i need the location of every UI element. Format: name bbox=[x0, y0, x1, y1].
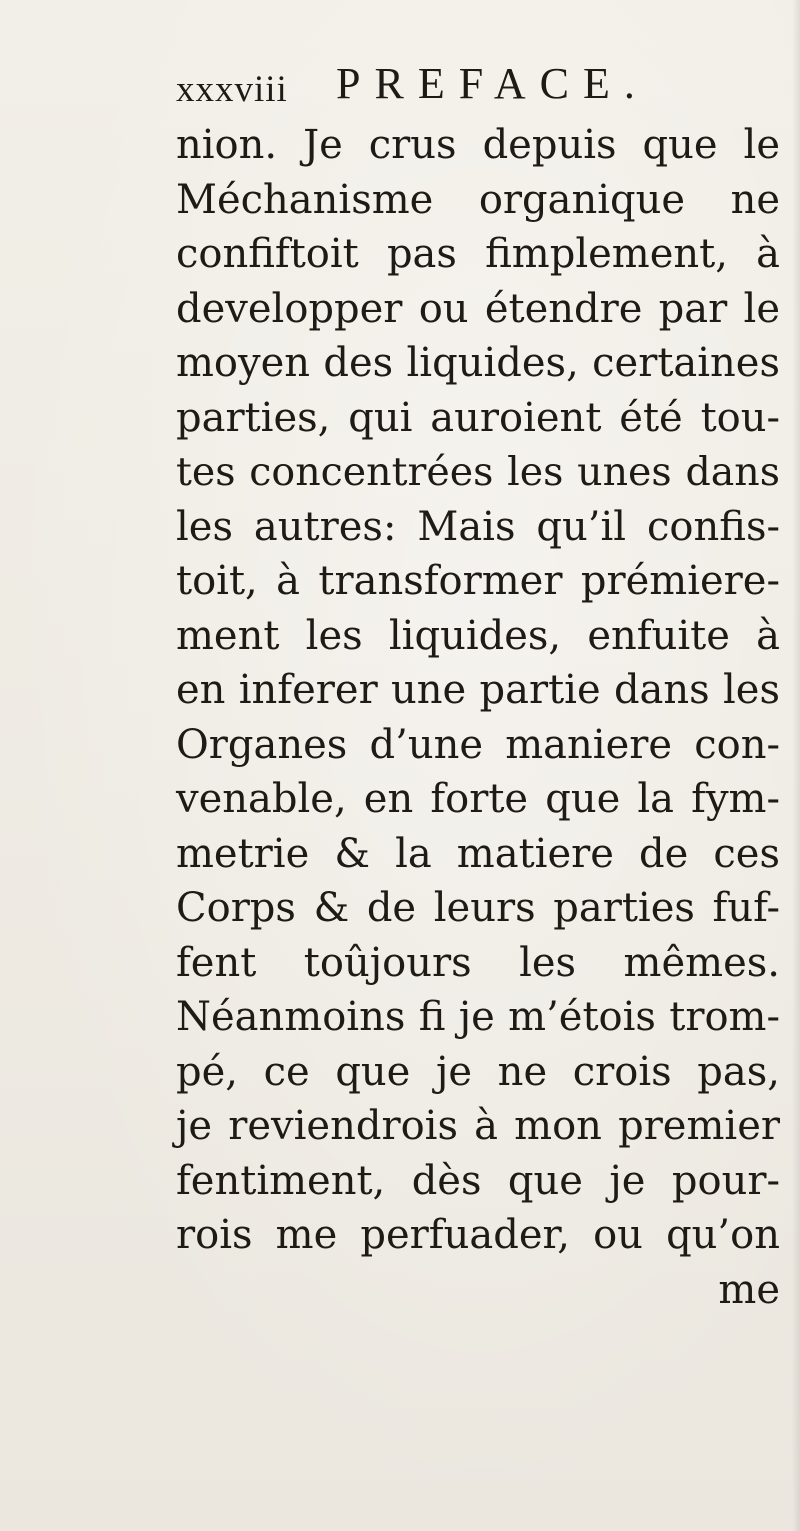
text-line: pé, ce que je ne crois pas, bbox=[176, 1048, 780, 1095]
text-line: fentiment, dès que je pour- bbox=[176, 1157, 780, 1204]
body-text bbox=[176, 118, 780, 1317]
page-number: xxxviii bbox=[176, 69, 288, 110]
text-line: metrie & la matiere de ces bbox=[176, 830, 780, 877]
text-line: Corps & de leurs parties fuf- bbox=[176, 885, 780, 931]
text-line: Néanmoins fi je m’étois trom- bbox=[176, 994, 780, 1040]
text-line: nion. Je crus depuis que le bbox=[176, 122, 780, 168]
text-line: en inferer une partie dans les bbox=[176, 667, 780, 713]
running-title: PREFACE. bbox=[336, 59, 649, 108]
page-edge-shadow bbox=[792, 0, 800, 1531]
text-line: Méchanisme organique ne bbox=[176, 176, 780, 223]
text-line: je reviendrois à mon premier bbox=[176, 1103, 780, 1149]
text-line: venable, en forte que la fym- bbox=[176, 776, 780, 822]
text-line: toit, à transformer prémiere- bbox=[176, 558, 780, 604]
text-line: fent toûjours les mêmes. bbox=[176, 939, 780, 986]
text-line: developper ou étendre par le bbox=[176, 285, 780, 332]
text-line: rois me perfuader, ou qu’on bbox=[176, 1212, 780, 1258]
text-line: confiftoit pas fimplement, à bbox=[176, 231, 780, 277]
text-line: tes concentrées les unes dans bbox=[176, 449, 780, 495]
text-line: moyen des liquides, certaines bbox=[176, 340, 780, 386]
text-line: Organes d’une maniere con- bbox=[176, 721, 780, 768]
text-line: parties, qui auroient été tou- bbox=[176, 394, 780, 441]
text-line: les autres: Mais qu’il confis- bbox=[176, 503, 780, 550]
page-header bbox=[176, 58, 776, 110]
catchword: me bbox=[718, 1266, 780, 1313]
text-line: ment les liquides, enfuite à bbox=[176, 612, 780, 659]
